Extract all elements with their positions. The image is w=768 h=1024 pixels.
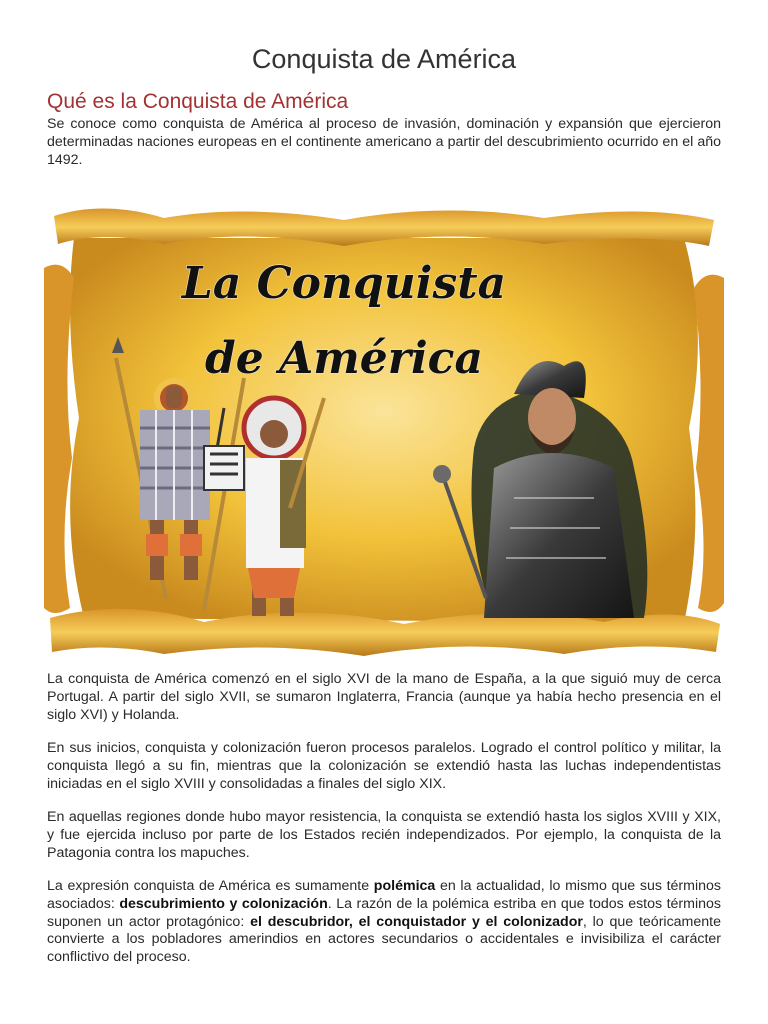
p4-bold-terms: descubrimiento y colonización: [119, 895, 328, 912]
p4-text-3: . La razón de la polémica estriba en que todos estos términos suponen un actor protagónico:: [47, 895, 721, 930]
p4-text-1: La expresión conquista de América es sumamente: [47, 878, 374, 894]
p4-text-2: en la actualidad, lo mismo que sus términos asociados:: [47, 878, 722, 912]
body-paragraph-4: [47, 878, 721, 967]
p4-bold-polemica: polémica: [373, 878, 436, 894]
conquest-illustration: [44, 198, 724, 664]
body-paragraph-2: En sus inicios, conquista y colonización fueron procesos paralelos. Logrado el control político y militar, la conquista llegó a su fin, mientras que la colonización se extendió hasta las luchas independentistas iniciadas en el siglo XVIII y consolidadas a finales del siglo XIX.: [47, 740, 721, 792]
page-title: Conquista de América: [251, 44, 517, 74]
banner-title-line2: de América: [205, 333, 483, 384]
parchment-scroll-image: [44, 198, 724, 664]
p4-bold-actors: el descubridor, el conquistador y el colonizador: [250, 913, 583, 930]
section-heading: Qué es la Conquista de América: [47, 90, 349, 113]
intro-paragraph: Se conoce como conquista de América al proceso de invasión, dominación y expansión que ejercieron determinadas naciones europeas en el continente americano a partir del descubrimiento ocurrido en el año 1492.: [47, 116, 721, 168]
p4-text-4: , lo que teóricamente convierte a los pobladores amerindios en actores secundarios o accidentales e invisibiliza el carácter conflictivo del proceso.: [47, 913, 721, 966]
banner-title-line1: La Conquista: [181, 258, 507, 309]
body-paragraph-1: La conquista de América comenzó en el siglo XVI de la mano de España, a la que siguió muy de cerca Portugal. A partir del siglo XVII, se sumaron Inglaterra, Francia (aunque ya había hecho presencia en el siglo XVI) y Holanda.: [47, 671, 721, 723]
body-paragraph-3: En aquellas regiones donde hubo mayor resistencia, la conquista se extendió hasta los siglos XVIII y XIX, y fue ejercida incluso por parte de los Estados recién independizados. Por ejemplo, la conquista de la Patagonia contra los mapuches.: [47, 809, 721, 861]
